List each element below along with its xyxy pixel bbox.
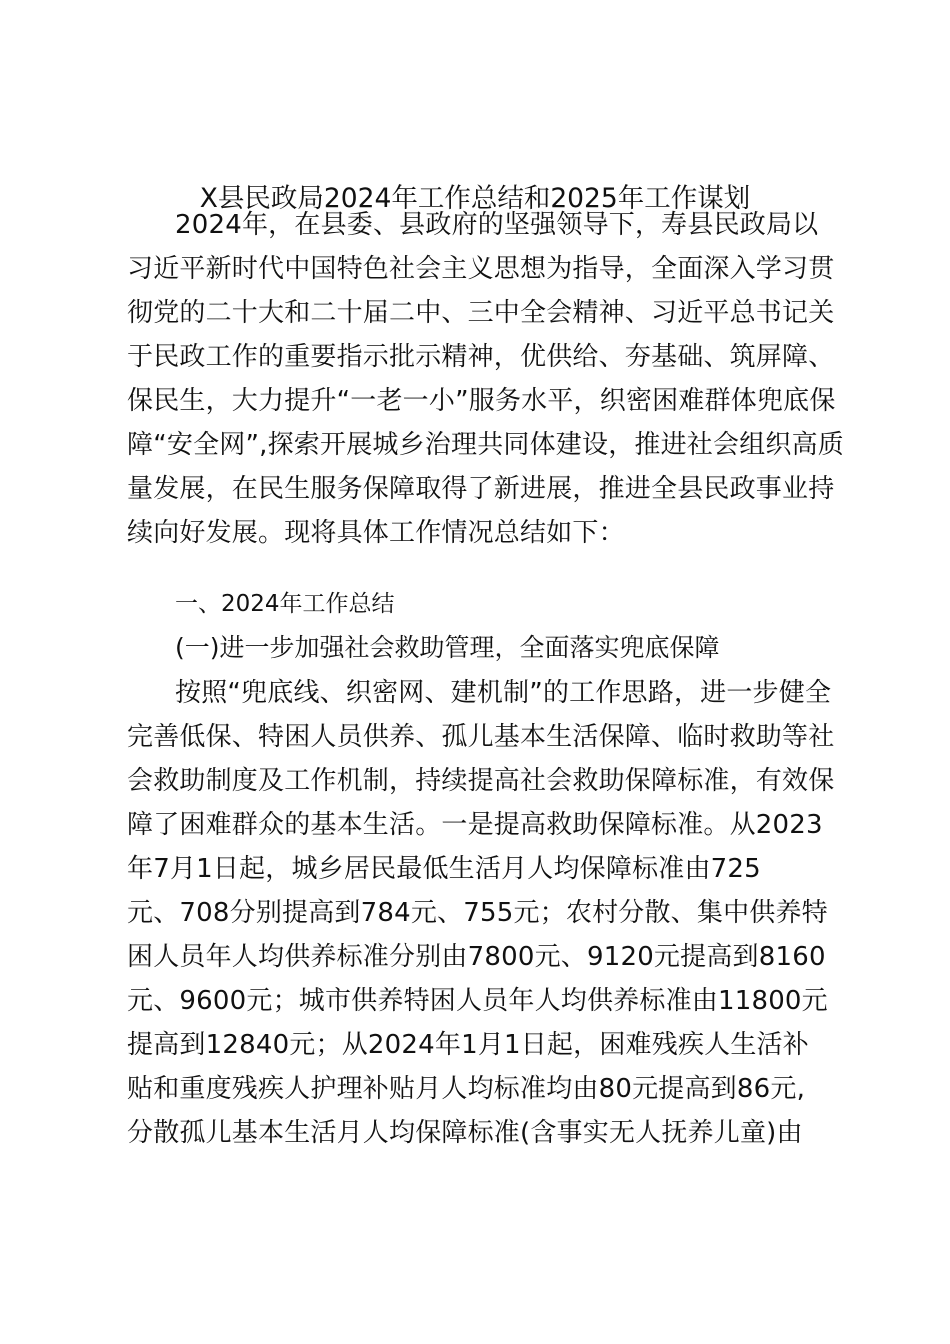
body-line-7: 困人员年人均供养标准分别由7800元、9120元提高到8160 [127, 942, 826, 972]
body-line-11: 分散孤儿基本生活月人均保障标准(含事实无人抚养儿童)由 [127, 1118, 803, 1148]
intro-line-5: 保民生，大力提升“一老一小”服务水平，织密困难群体兜底保 [127, 386, 836, 416]
body-line-9: 提高到12840元；从2024年1月1日起，困难残疾人生活补 [127, 1030, 809, 1060]
body-line-4: 障了困难群众的基本生活。一是提高救助保障标准。从2023 [127, 810, 823, 840]
document-title: X县民政局2024年工作总结和2025年工作谋划 [199, 183, 751, 214]
intro-line-1: 2024年，在县委、县政府的坚强领导下，寿县民政局以 [175, 210, 819, 240]
intro-line-3: 彻党的二十大和二十届二中、三中全会精神、习近平总书记关 [127, 298, 835, 328]
intro-line-8: 续向好发展。现将具体工作情况总结如下： [127, 518, 625, 548]
body-line-2: 完善低保、特困人员供养、孤儿基本生活保障、临时救助等社 [127, 722, 835, 752]
body-line-5: 年7月1日起，城乡居民最低生活月人均保障标准由725 [127, 854, 761, 884]
body-line-1: 按照“兜底线、织密网、建机制”的工作思路，进一步健全 [175, 678, 832, 708]
body-line-10: 贴和重度残疾人护理补贴月人均标准均由80元提高到86元, [127, 1074, 806, 1104]
intro-line-6: 障“安全网”,探索开展城乡治理共同体建设，推进社会组织高质 [127, 430, 845, 460]
intro-line-4: 于民政工作的重要指示批示精神，优供给、夯基础、筑屏障、 [127, 342, 835, 372]
subsection-heading: (一)进一步加强社会救助管理，全面落实兜底保障 [175, 633, 720, 662]
body-line-6: 元、708分别提高到784元、755元；农村分散、集中供养特 [127, 898, 828, 928]
intro-line-7: 量发展，在民生服务保障取得了新进展，推进全县民政事业持 [127, 474, 835, 504]
body-line-8: 元、9600元；城市供养特困人员年人均供养标准由11800元 [127, 986, 828, 1016]
body-line-3: 会救助制度及工作机制，持续提高社会救助保障标准，有效保 [127, 766, 835, 796]
intro-line-2: 习近平新时代中国特色社会主义思想为指导，全面深入学习贯 [127, 254, 835, 284]
section-heading: 一、2024年工作总结 [175, 591, 395, 617]
